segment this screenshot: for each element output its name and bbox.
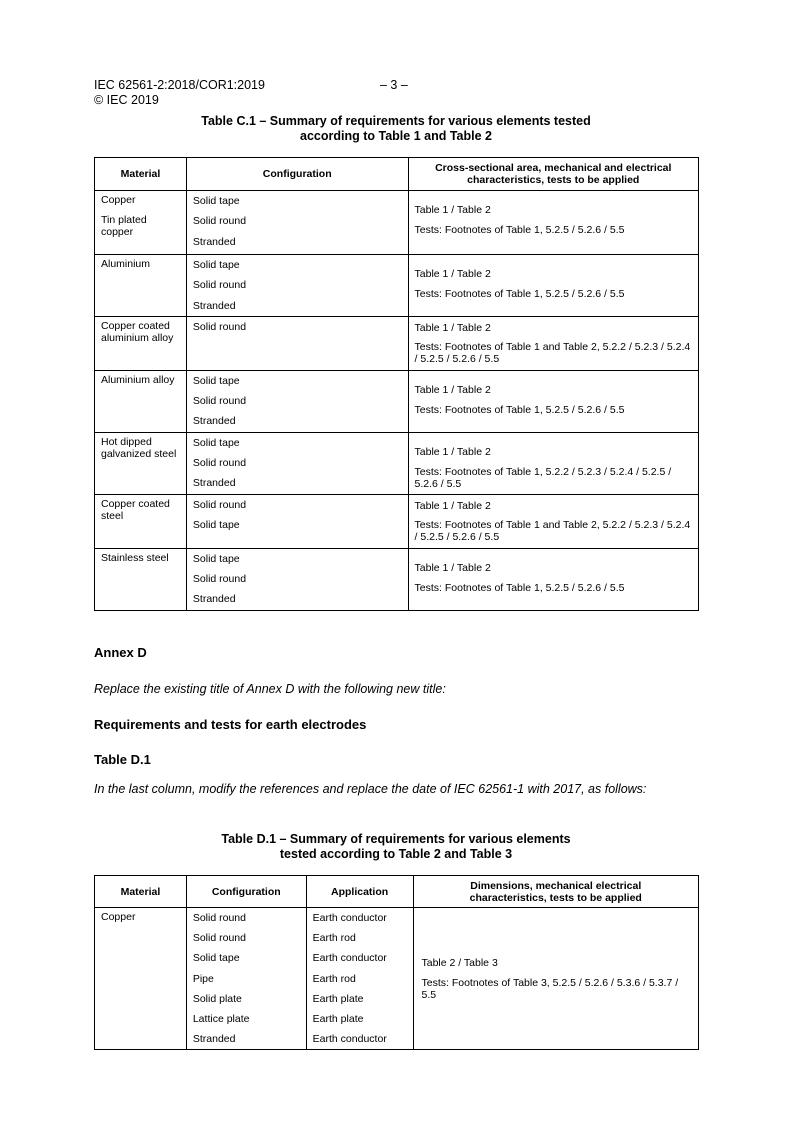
material-cell xyxy=(95,191,187,255)
table-d1-caption-line1: Table D.1 – Summary of requirements for various elements xyxy=(221,832,571,846)
configuration-item: Solid tape xyxy=(192,552,240,565)
header-configuration: Configuration xyxy=(186,158,408,191)
configuration-item: Solid tape xyxy=(192,374,240,387)
copyright: © IEC 2019 xyxy=(94,93,159,107)
table-reference: Table 1 / Table 2 xyxy=(414,321,491,334)
table-header-row xyxy=(95,876,699,908)
configuration-item: Solid tape xyxy=(192,259,240,271)
material-name: Tin plated copper xyxy=(101,214,147,238)
characteristics-cell xyxy=(408,494,698,548)
page-header xyxy=(94,78,408,108)
characteristics-cell xyxy=(408,370,698,432)
material-cell xyxy=(95,432,187,494)
configuration-item: Solid round xyxy=(192,498,247,511)
material-name: Aluminium alloy xyxy=(101,373,175,386)
table-c1-caption-line2: according to Table 1 and Table 2 xyxy=(300,129,492,143)
material-name: Copper coated steel xyxy=(101,497,170,522)
application-item: Earth plate xyxy=(312,992,364,1005)
material-name: Copper xyxy=(101,194,136,206)
table-reference: Table 1 / Table 2 xyxy=(414,268,491,280)
configuration-cell xyxy=(186,548,408,610)
header-application: Application xyxy=(306,876,413,908)
configuration-item: Stranded xyxy=(192,235,236,248)
configuration-item: Stranded xyxy=(192,415,236,428)
table-header-row xyxy=(95,158,699,191)
configuration-item: Stranded xyxy=(192,1033,236,1046)
tests-text: Tests: Footnotes of Table 1, 5.2.5 / 5.2.6 / 5.5 xyxy=(414,224,625,236)
table-reference: Table 1 / Table 2 xyxy=(414,499,491,512)
configuration-item: Solid plate xyxy=(192,992,242,1005)
material-name: Aluminium xyxy=(101,258,151,270)
table-reference: Table 1 / Table 2 xyxy=(414,445,491,458)
configuration-cell xyxy=(186,370,408,432)
configuration-cell xyxy=(186,316,408,370)
configuration-item: Solid round xyxy=(192,215,247,228)
configuration-item: Stranded xyxy=(192,593,236,606)
annex-new-title: Requirements and tests for earth electrodes xyxy=(94,717,367,732)
application-item: Earth rod xyxy=(312,972,356,985)
header-material: Material xyxy=(95,158,187,191)
characteristics-cell xyxy=(408,316,698,370)
document-id: IEC 62561-2:2018/COR1:2019 xyxy=(94,78,265,92)
configuration-cell xyxy=(186,494,408,548)
application-item: Earth conductor xyxy=(312,912,387,924)
material-name: Copper xyxy=(101,911,136,923)
table-row xyxy=(95,255,699,317)
configuration-item: Solid round xyxy=(192,320,247,333)
configuration-item: Solid round xyxy=(192,912,246,924)
application-item: Earth conductor xyxy=(312,952,387,965)
tests-text: Tests: Footnotes of Table 1, 5.2.5 / 5.2.6 / 5.5 xyxy=(414,288,625,300)
table-reference: Table 1 / Table 2 xyxy=(414,383,491,396)
tests-text: Tests: Footnotes of Table 1, 5.2.2 / 5.2.3 / 5.2.4 / 5.2.5 / 5.2.6 / 5.5 xyxy=(414,465,672,490)
page-number: – 3 – xyxy=(380,78,408,92)
configuration-item: Stranded xyxy=(192,299,236,312)
material-cell xyxy=(95,494,187,548)
material-name: Stainless steel xyxy=(101,551,169,564)
configuration-item: Solid round xyxy=(192,932,246,945)
table-row xyxy=(95,370,699,432)
material-name: Copper coated aluminium alloy xyxy=(101,319,174,344)
table-d1-caption-line2: tested according to Table 2 and Table 3 xyxy=(279,847,513,861)
tests-text: Tests: Footnotes of Table 1, 5.2.5 / 5.2.6 / 5.5 xyxy=(414,581,625,594)
characteristics-cell xyxy=(408,432,698,494)
configuration-item: Solid round xyxy=(192,572,247,585)
table-c1 xyxy=(94,157,699,611)
configuration-item: Stranded xyxy=(192,477,236,490)
table-row xyxy=(95,316,699,370)
annex-instruction: Replace the existing title of Annex D with the following new title: xyxy=(94,682,446,696)
header-dimensions: Dimensions, mechanical electrical characteristics, tests to be applied xyxy=(413,876,699,908)
configuration-item: Solid tape xyxy=(192,952,240,965)
configuration-cell xyxy=(186,432,408,494)
table-reference: Table 1 / Table 2 xyxy=(414,204,491,216)
annex-heading: Annex D xyxy=(94,645,147,660)
table-c1-caption-line1: Table C.1 – Summary of requirements for various elements tested xyxy=(201,114,591,128)
tests-text: Tests: Footnotes of Table 1, 5.2.5 / 5.2.6 / 5.5 xyxy=(414,403,625,416)
characteristics-cell xyxy=(408,548,698,610)
material-name: Hot dipped galvanized steel xyxy=(101,435,177,460)
configuration-item: Solid round xyxy=(192,279,247,292)
material-cell xyxy=(95,370,187,432)
table-row xyxy=(95,191,699,255)
table-reference: Table 1 / Table 2 xyxy=(414,561,491,574)
configuration-cell xyxy=(186,191,408,255)
configuration-item: Solid tape xyxy=(192,518,240,531)
application-cell xyxy=(306,908,413,1050)
material-cell xyxy=(95,908,187,1050)
header-configuration: Configuration xyxy=(186,876,306,908)
table-d1-caption xyxy=(94,832,698,862)
material-cell xyxy=(95,548,187,610)
configuration-item: Solid round xyxy=(192,457,247,470)
table-c1-caption xyxy=(94,114,698,144)
tests-text: Tests: Footnotes of Table 1 and Table 2, 5.2.2 / 5.2.3 / 5.2.4 / 5.2.5 / 5.2.6 / 5.5 xyxy=(414,340,691,365)
configuration-cell xyxy=(186,255,408,317)
configuration-item: Solid tape xyxy=(192,195,240,207)
table-reference: Table 2 / Table 3 xyxy=(421,956,498,969)
application-item: Earth plate xyxy=(312,1012,364,1025)
characteristics-cell xyxy=(408,191,698,255)
configuration-item: Solid round xyxy=(192,395,247,408)
table-row xyxy=(95,908,699,1050)
table-row xyxy=(95,548,699,610)
dimensions-cell xyxy=(413,908,699,1050)
characteristics-cell xyxy=(408,255,698,317)
configuration-cell xyxy=(186,908,306,1050)
table-d1-reference: Table D.1 xyxy=(94,752,151,767)
application-item: Earth conductor xyxy=(312,1033,387,1046)
configuration-item: Pipe xyxy=(192,972,214,985)
tests-text: Tests: Footnotes of Table 3, 5.2.5 / 5.2.6 / 5.3.6 / 5.3.7 / 5.5 xyxy=(421,976,679,1001)
configuration-item: Solid tape xyxy=(192,436,240,449)
configuration-item: Lattice plate xyxy=(192,1012,250,1025)
header-material: Material xyxy=(95,876,187,908)
material-cell xyxy=(95,255,187,317)
table-row xyxy=(95,494,699,548)
table-d1 xyxy=(94,875,699,1050)
material-cell xyxy=(95,316,187,370)
tests-text: Tests: Footnotes of Table 1 and Table 2, 5.2.2 / 5.2.3 / 5.2.4 / 5.2.5 / 5.2.6 / 5.5 xyxy=(414,518,691,543)
table-row xyxy=(95,432,699,494)
header-characteristics: Cross-sectional area, mechanical and electrical characteristics, tests to be applied xyxy=(408,158,698,191)
application-item: Earth rod xyxy=(312,932,356,945)
table-d1-instruction: In the last column, modify the references and replace the date of IEC 62561-1 with 2017, as follows: xyxy=(94,782,647,796)
